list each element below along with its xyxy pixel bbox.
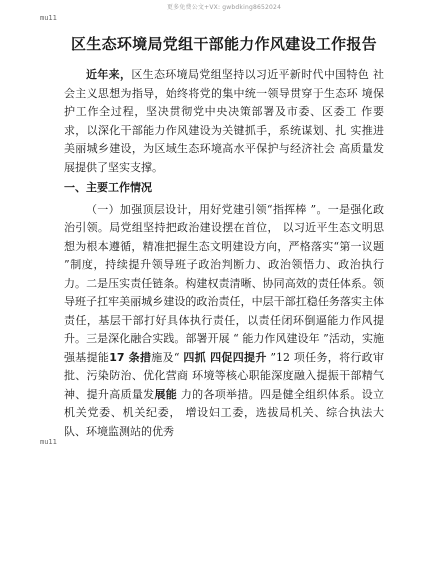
work-text-3: ”12 项任务，将行政审批、污染防治、优化营商 环境等核心职能深度融入提振干部精气神、提升高质量发 (64, 350, 384, 401)
work-bold-3: 展能 (154, 387, 178, 401)
work-bold-1: 17 条措 (109, 350, 152, 364)
work-text-1: （一）加强顶层设计，用好党建引领“指挥棒 ”。一是强化政治引领。局党组坚持把政治建设摆在首位， 以习近平生态文明思想为根本遵循，精准把握生态文明建设方向，严格落实“第一议题 ”制度，持续提升领导班子政治判断力、政治领悟力、政治执行力。二是压实责任链条。构建权责清晰、协同高效的责任体系。领导班子扛牢美丽城乡建设的政治责任，中层干部扛稳任务落实主体责任，基层干部打好具体执行责任，以责任闭环倒逼能力作风提升。三是深化融合实践。部署开展 “ 能力作风建设年 ”活动，实施强基提能 (64, 202, 384, 364)
work-paragraph (64, 201, 384, 442)
work-text-4: 力的各项举措。四是健全组织体系。设立机关党委、机关纪委， 增设妇工委，选拔局机关、综合执法大队、环境监测站的优秀 (64, 387, 385, 438)
intro-paragraph (64, 66, 384, 177)
document-body (64, 66, 384, 441)
page-marker-bottom: mu11 (40, 438, 57, 446)
work-text-2: 施及“ (151, 350, 184, 364)
section-heading: 一、主要工作情况 (64, 181, 152, 194)
page-marker-top: mu11 (40, 14, 57, 22)
document-title: 区生态环境局党组干部能力作风建设工作报告 (70, 35, 377, 53)
intro-text: 区生态环境局党组坚持以习近平新时代中国特色 社会主义思想为指导，始终将党的集中统一领导贯穿于生态环 境保护工作全过程，坚决贯彻党中央决策部署及市委、区委工 作要求，以深化干部能力作风建设为关键抓手，系统谋划、扎 实推进美丽城乡建设，为区域生态环境高水平保护与经济社会 高质量发展提供了坚实支撑。 (64, 68, 384, 174)
intro-lead: 近年来， (86, 68, 132, 81)
work-bold-2: 四抓 四促四提升 (183, 350, 267, 364)
watermark-note: 更多免费公文+VX: gwbdking8652024 (166, 4, 282, 11)
